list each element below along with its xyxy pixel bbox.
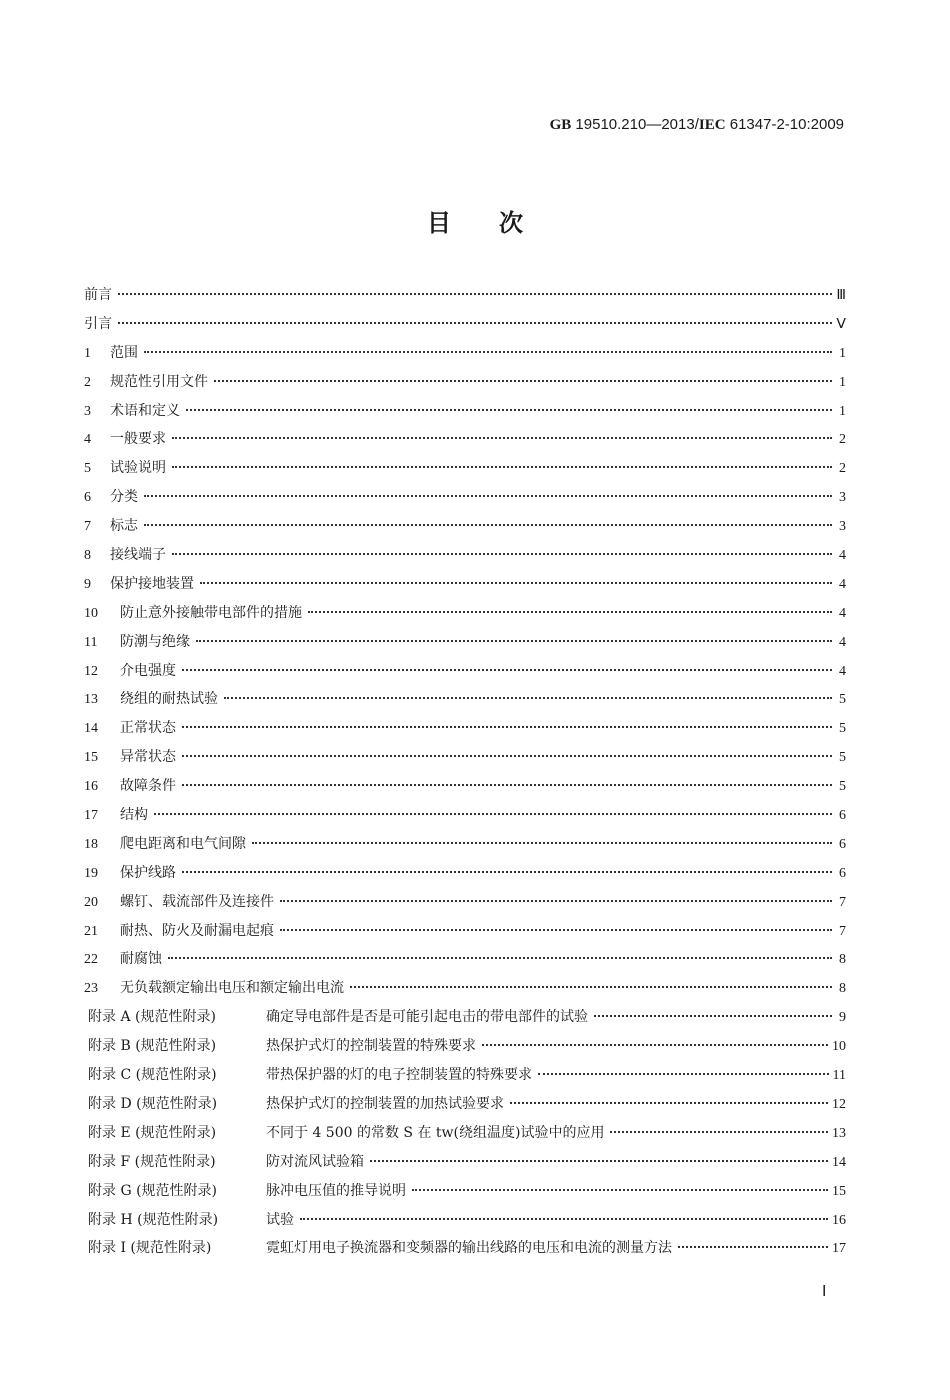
toc-entry[interactable]	[84, 891, 846, 920]
page-ref: 3	[839, 490, 846, 506]
table-of-contents	[84, 284, 846, 1266]
appendix-title: 带热保护器的灯的电子控制装置的特殊要求	[266, 1067, 532, 1084]
iec-prefix: IEC	[698, 117, 726, 133]
standard-prefix: GB	[549, 117, 572, 133]
toc-entry[interactable]	[84, 371, 846, 400]
appendix-entry[interactable]	[84, 1064, 846, 1093]
toc-entry[interactable]	[84, 515, 846, 544]
section-number: 12	[84, 663, 98, 679]
appendix-label: 附录 G (规范性附录)	[88, 1182, 218, 1199]
page-ref: 6	[839, 808, 846, 824]
page-ref: 1	[839, 374, 846, 390]
dot-leader	[182, 871, 832, 873]
section-title: 结构	[120, 807, 148, 824]
page-ref: 9	[839, 1010, 846, 1026]
dot-leader	[168, 957, 832, 959]
dot-leader	[510, 1102, 828, 1104]
section-number: 18	[84, 836, 98, 852]
section-number: 7	[84, 519, 91, 535]
section-title: 分类	[110, 489, 138, 506]
section-title: 引言	[84, 315, 112, 332]
page-ref: Ⅴ	[836, 316, 846, 332]
section-number: 13	[84, 692, 98, 708]
appendix-label: 附录 F (规范性附录)	[88, 1153, 216, 1170]
section-number: 8	[84, 548, 91, 564]
page-ref: 8	[839, 952, 846, 968]
page-ref: 12	[832, 1096, 846, 1112]
section-number: 4	[84, 432, 91, 448]
toc-entry[interactable]	[84, 862, 846, 891]
section-number: 17	[84, 808, 98, 824]
section-number: 9	[84, 576, 91, 592]
dot-leader	[118, 293, 832, 295]
page-ref: 17	[832, 1241, 846, 1257]
page-ref: 5	[839, 779, 846, 795]
appendix-label: 附录 E (规范性附录)	[88, 1124, 217, 1141]
dot-leader	[182, 726, 832, 728]
page-ref: 13	[832, 1125, 846, 1141]
section-number: 14	[84, 721, 98, 737]
dot-leader	[172, 466, 832, 468]
dot-leader	[224, 697, 832, 699]
section-number: 23	[84, 981, 98, 997]
dot-leader	[144, 351, 832, 353]
toc-entry[interactable]	[84, 457, 846, 486]
toc-entry[interactable]	[84, 544, 846, 573]
appendix-title: 热保护式灯的控制装置的特殊要求	[266, 1038, 476, 1055]
section-title: 防止意外接触带电部件的措施	[120, 604, 302, 621]
section-title: 接线端子	[110, 547, 166, 564]
dot-leader	[182, 784, 832, 786]
section-title: 无负载额定输出电压和额定输出电流	[120, 980, 344, 997]
dot-leader	[350, 986, 832, 988]
section-number: 1	[84, 345, 91, 361]
section-title: 防潮与绝缘	[120, 633, 190, 650]
appendix-entry[interactable]	[84, 1209, 846, 1238]
page-ref: 4	[839, 605, 846, 621]
dot-leader	[144, 495, 832, 497]
dot-leader	[678, 1246, 828, 1248]
section-title: 耐热、防火及耐漏电起痕	[120, 922, 274, 939]
toc-entry[interactable]	[84, 573, 846, 602]
page-ref: 7	[839, 923, 846, 939]
appendix-label: 附录 H (规范性附录)	[88, 1211, 219, 1228]
appendix-label: 附录 D (规范性附录)	[88, 1095, 218, 1112]
dot-leader	[214, 380, 832, 382]
appendix-label: 附录 I (规范性附录)	[88, 1240, 212, 1257]
section-number: 20	[84, 894, 98, 910]
toc-entry[interactable]	[84, 746, 846, 775]
appendix-title: 不同于 4 500 的常数 S 在 tw(绕组温度)试验中的应用	[266, 1124, 605, 1141]
dot-leader	[482, 1044, 828, 1046]
dot-leader	[196, 640, 832, 642]
dot-leader	[370, 1160, 828, 1162]
toc-entry[interactable]	[84, 688, 846, 717]
page-ref: 15	[832, 1183, 846, 1199]
page-ref: 8	[839, 981, 846, 997]
section-title: 保护线路	[120, 864, 176, 881]
dot-leader	[300, 1218, 828, 1220]
page-ref: 1	[839, 345, 846, 361]
page-ref: 4	[839, 634, 846, 650]
appendix-entry[interactable]	[84, 1122, 846, 1151]
dot-leader	[186, 409, 832, 411]
section-number: 10	[84, 605, 98, 621]
appendix-entry[interactable]	[84, 1006, 846, 1035]
page-ref: 3	[839, 519, 846, 535]
appendix-title: 防对流风试验箱	[266, 1153, 364, 1170]
toc-entry[interactable]	[84, 486, 846, 515]
section-number: 16	[84, 779, 98, 795]
toc-entry[interactable]	[84, 313, 846, 342]
dot-leader	[610, 1131, 828, 1133]
dot-leader	[172, 553, 832, 555]
dot-leader	[144, 524, 832, 526]
dot-leader	[182, 755, 832, 757]
section-title: 试验说明	[110, 460, 166, 477]
toc-entry[interactable]	[84, 804, 846, 833]
page-ref: 14	[832, 1154, 846, 1170]
section-title: 绕组的耐热试验	[120, 691, 218, 708]
dot-leader	[594, 1015, 832, 1017]
appendix-title: 霓虹灯用电子换流器和变频器的输出线路的电压和电流的测量方法	[266, 1240, 672, 1257]
section-number: 22	[84, 952, 98, 968]
section-title: 螺钉、载流部件及连接件	[120, 893, 274, 910]
section-number: 5	[84, 461, 91, 477]
section-title: 异常状态	[120, 749, 176, 766]
toc-entry[interactable]	[84, 717, 846, 746]
page-ref: 1	[839, 403, 846, 419]
section-title: 正常状态	[120, 720, 176, 737]
section-title: 爬电距离和电气间隙	[120, 835, 246, 852]
appendix-entry[interactable]	[84, 1151, 846, 1180]
toc-entry[interactable]	[84, 833, 846, 862]
page-ref: 5	[839, 692, 846, 708]
page-ref: 2	[839, 461, 846, 477]
section-number: 3	[84, 403, 91, 419]
toc-entry[interactable]	[84, 948, 846, 977]
standard-code: 19510.210—2013/	[575, 116, 699, 133]
section-title: 规范性引用文件	[110, 373, 208, 390]
page-title: 目次	[427, 208, 571, 237]
section-title: 标志	[110, 518, 138, 535]
page-ref: 6	[839, 836, 846, 852]
toc-entry[interactable]	[84, 631, 846, 660]
toc-entry[interactable]	[84, 660, 846, 689]
dot-leader	[538, 1073, 829, 1075]
dot-leader	[172, 437, 832, 439]
dot-leader	[182, 669, 832, 671]
section-number: 11	[84, 634, 98, 650]
page-ref: 10	[832, 1039, 846, 1055]
appendix-entry[interactable]	[84, 1093, 846, 1122]
section-title: 范围	[110, 344, 138, 361]
appendix-label: 附录 B (规范性附录)	[88, 1038, 217, 1055]
section-title: 保护接地装置	[110, 575, 194, 592]
section-number: 15	[84, 750, 98, 766]
page-ref: 5	[839, 721, 846, 737]
page-ref: Ⅲ	[836, 288, 846, 303]
toc-entry[interactable]	[84, 342, 846, 371]
section-title: 介电强度	[120, 662, 176, 679]
page-ref: 7	[839, 894, 846, 910]
toc-entry[interactable]	[84, 775, 846, 804]
appendix-title: 脉冲电压值的推导说明	[266, 1182, 406, 1199]
appendix-label: 附录 A (规范性附录)	[88, 1009, 216, 1026]
dot-leader	[412, 1189, 828, 1191]
page-ref: 4	[839, 576, 846, 592]
appendix-entry[interactable]	[84, 1035, 846, 1064]
section-title: 故障条件	[120, 778, 176, 795]
section-number: 2	[84, 374, 91, 390]
dot-leader	[308, 611, 832, 613]
page-ref: 16	[832, 1212, 846, 1228]
page-number: Ⅰ	[822, 1284, 827, 1300]
section-title: 前言	[84, 287, 112, 303]
toc-entry[interactable]	[84, 284, 846, 313]
page-ref: 5	[839, 750, 846, 766]
section-number: 19	[84, 865, 98, 881]
dot-leader	[252, 842, 832, 844]
appendix-title: 试验	[266, 1211, 294, 1228]
page-ref: 6	[839, 865, 846, 881]
page-ref: 2	[839, 432, 846, 448]
dot-leader	[280, 929, 832, 931]
appendix-label: 附录 C (规范性附录)	[88, 1067, 217, 1084]
appendix-entry[interactable]	[84, 1180, 846, 1209]
dot-leader	[118, 322, 832, 324]
appendix-title: 确定导电部件是否是可能引起电击的带电部件的试验	[266, 1009, 588, 1026]
appendix-entry[interactable]	[84, 1237, 846, 1266]
page-ref: 4	[839, 663, 846, 679]
toc-entry[interactable]	[84, 428, 846, 457]
dot-leader	[154, 813, 832, 815]
toc-entry[interactable]	[84, 400, 846, 429]
section-number: 6	[84, 490, 91, 506]
toc-entry[interactable]	[84, 602, 846, 631]
iec-code: 61347-2-10:2009	[729, 116, 844, 133]
section-title: 耐腐蚀	[120, 951, 162, 968]
section-title: 一般要求	[110, 431, 166, 448]
appendix-title: 热保护式灯的控制装置的加热试验要求	[266, 1095, 504, 1112]
standard-number	[550, 116, 844, 134]
section-number: 21	[84, 923, 98, 939]
dot-leader	[280, 900, 832, 902]
section-title: 术语和定义	[110, 402, 180, 419]
page-ref: 4	[839, 548, 846, 564]
dot-leader	[200, 582, 832, 584]
toc-entry[interactable]	[84, 977, 846, 1006]
toc-entry[interactable]	[84, 920, 846, 949]
page-ref: 11	[832, 1068, 846, 1084]
